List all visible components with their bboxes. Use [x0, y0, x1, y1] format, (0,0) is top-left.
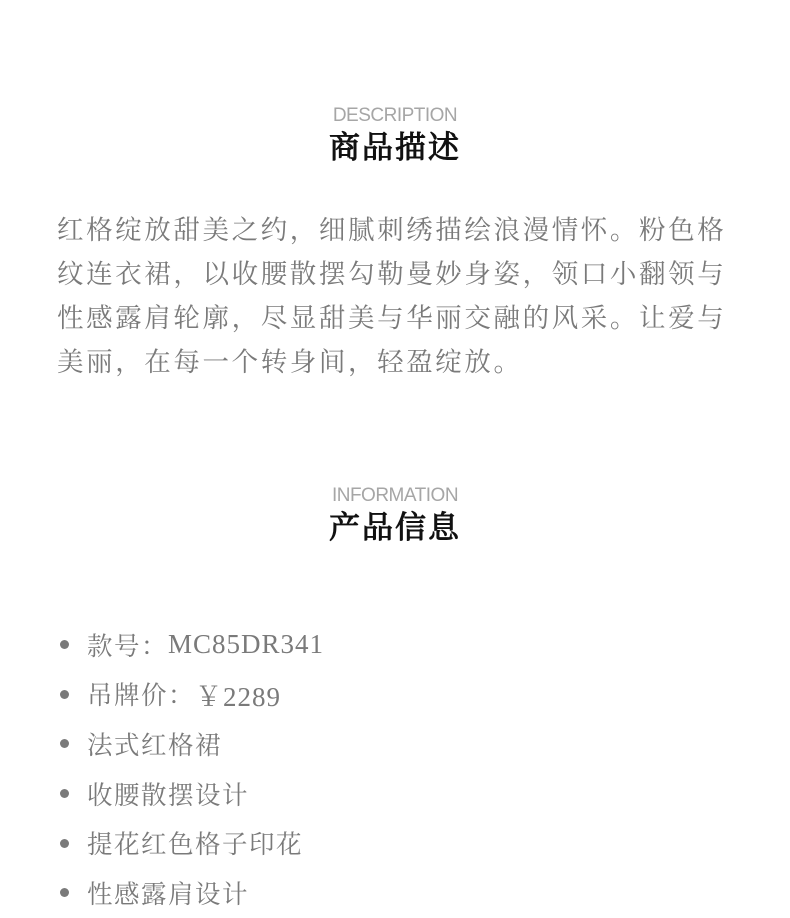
- bullet-icon: [60, 739, 69, 748]
- info-label: 收腰散摆设计: [87, 780, 250, 811]
- info-item-feature: [60, 719, 324, 769]
- description-title-en: DESCRIPTION: [332, 105, 458, 126]
- info-item-feature: [60, 769, 324, 819]
- information-title: 产品信息: [329, 510, 461, 546]
- info-item-tag-price: [60, 670, 324, 720]
- info-label: 提花红色格子印花: [87, 830, 304, 861]
- bullet-icon: [60, 888, 69, 897]
- info-value: ￥2289: [195, 681, 282, 712]
- information-title-en: INFORMATION: [331, 485, 459, 506]
- info-value: MC85DR341: [168, 629, 325, 660]
- description-text: 红格绽放甜美之约，细腻刺绣描绘浪漫情怀。粉色格纹连衣裙，以收腰散摆勾勒曼妙身姿，领口小翻领与性感露肩轮廓，尽显甜美与华丽交融的风采。让爱与美丽，在每一个转身间，轻盈绽放。: [57, 215, 727, 378]
- info-item-feature: [60, 868, 324, 918]
- info-item-style-number: [60, 620, 324, 670]
- info-item-feature: [60, 818, 324, 868]
- bullet-icon: [60, 839, 69, 848]
- bullet-icon: [60, 789, 69, 798]
- info-label: 法式红格裙: [87, 730, 223, 761]
- bullet-icon: [60, 690, 69, 699]
- info-label: 性感露肩设计: [87, 879, 250, 910]
- bullet-icon: [60, 640, 69, 649]
- description-title: 商品描述: [329, 130, 461, 166]
- info-label: 吊牌价：: [87, 681, 196, 712]
- product-info-list: [60, 620, 324, 918]
- info-label: 款号：: [87, 631, 169, 662]
